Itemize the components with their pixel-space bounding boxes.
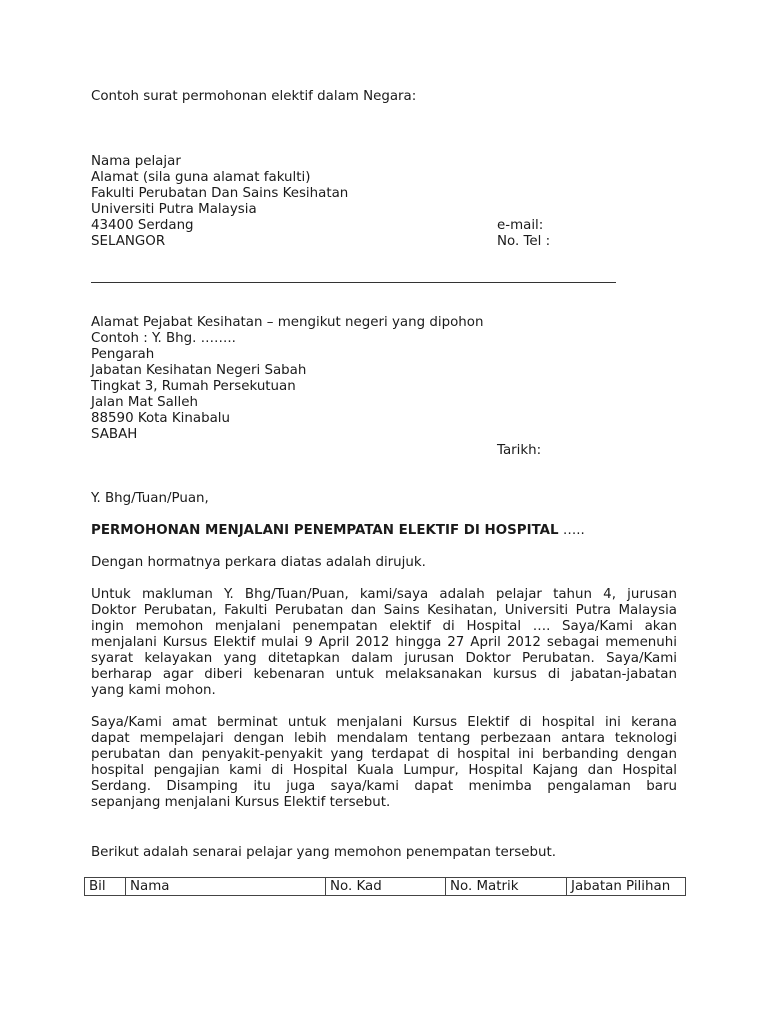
column-header-bil: Bil — [85, 878, 126, 896]
paragraph-line: Untuk makluman Y. Bhg/Tuan/Puan, kami/saya adalah pelajar tahun 4, jurusan — [91, 587, 677, 602]
paragraph-line: perubatan dan penyakit-penyakit yang terdapat di hospital ini berbanding dengan — [91, 747, 677, 762]
column-header-jabatan-pilihan: Jabatan Pilihan — [567, 878, 686, 896]
sender-line: Nama pelajar — [91, 154, 181, 169]
paragraph-line: sepanjang menjalani Kursus Elektif tersebut. — [91, 795, 391, 810]
applicant-table — [84, 877, 686, 896]
date-label: Tarikh: — [497, 443, 542, 458]
sender-line: Alamat (sila guna alamat fakulti) — [91, 170, 311, 185]
subject-suffix: ….. — [558, 523, 585, 538]
intro-text: Contoh surat permohonan elektif dalam Negara: — [91, 89, 417, 104]
paragraph-line: Doktor Perubatan, Fakulti Perubatan dan Sains Kesihatan, Universiti Putra Malaysia — [91, 603, 677, 618]
sender-line: SELANGOR — [91, 234, 166, 249]
separator-line — [91, 282, 616, 283]
paragraph-line: Serdang. Disamping itu juga saya/kami dapat menimba pengalaman baru — [91, 779, 677, 794]
recipient-line: Pengarah — [91, 347, 155, 362]
recipient-line: 88590 Kota Kinabalu — [91, 411, 230, 426]
paragraph-line: ingin memohon menjalani penempatan elektif di Hospital …. Saya/Kami akan — [91, 619, 677, 634]
recipient-address — [91, 315, 483, 443]
paragraph-line: yang kami mohon. — [91, 683, 216, 698]
paragraph-line: syarat kelayakan yang ditetapkan dalam jurusan Doktor Perubatan. Saya/Kami — [91, 651, 677, 666]
paragraph-reference: Dengan hormatnya perkara diatas adalah dirujuk. — [91, 555, 426, 570]
salutation: Y. Bhg/Tuan/Puan, — [91, 491, 209, 506]
email-label: e-mail: — [497, 218, 544, 233]
table-header-row — [85, 878, 686, 896]
column-header-no-kad: No. Kad — [326, 878, 446, 896]
paragraph-line: berharap agar diberi kebenaran untuk melaksanakan kursus di jabatan-jabatan — [91, 667, 677, 682]
recipient-line: Jabatan Kesihatan Negeri Sabah — [91, 363, 307, 378]
paragraph-interest — [91, 715, 677, 811]
subject-text: PERMOHONAN MENJALANI PENEMPATAN ELEKTIF DI HOSPITAL — [91, 523, 559, 538]
paragraph-line: menjalani Kursus Elektif mulai 9 April 2012 hingga 27 April 2012 sebagai memenuhi — [91, 635, 677, 650]
paragraph-info — [91, 587, 677, 699]
recipient-line: Jalan Mat Salleh — [91, 395, 198, 410]
column-header-nama: Nama — [126, 878, 326, 896]
recipient-line: Contoh : Y. Bhg. …….. — [91, 331, 236, 346]
sender-line: 43400 Serdang — [91, 218, 194, 233]
paragraph-line: Saya/Kami amat berminat untuk menjalani Kursus Elektif di hospital ini kerana — [91, 715, 677, 730]
column-header-no-matrik: No. Matrik — [446, 878, 567, 896]
sender-line: Fakulti Perubatan Dan Sains Kesihatan — [91, 186, 349, 201]
paragraph-line: dapat mempelajari dengan lebih mendalam tentang perbezaan antara teknologi — [91, 731, 677, 746]
recipient-line: SABAH — [91, 427, 138, 442]
paragraph-list-intro: Berikut adalah senarai pelajar yang memohon penempatan tersebut. — [91, 845, 556, 860]
subject-line — [91, 523, 585, 539]
recipient-line: Alamat Pejabat Kesihatan – mengikut negeri yang dipohon — [91, 315, 484, 330]
sender-line: Universiti Putra Malaysia — [91, 202, 257, 217]
tel-label: No. Tel : — [497, 234, 551, 249]
paragraph-line: hospital pengajian kami di Hospital Kuala Lumpur, Hospital Kajang dan Hospital — [91, 763, 677, 778]
sender-address — [91, 154, 348, 250]
recipient-line: Tingkat 3, Rumah Persekutuan — [91, 379, 296, 394]
